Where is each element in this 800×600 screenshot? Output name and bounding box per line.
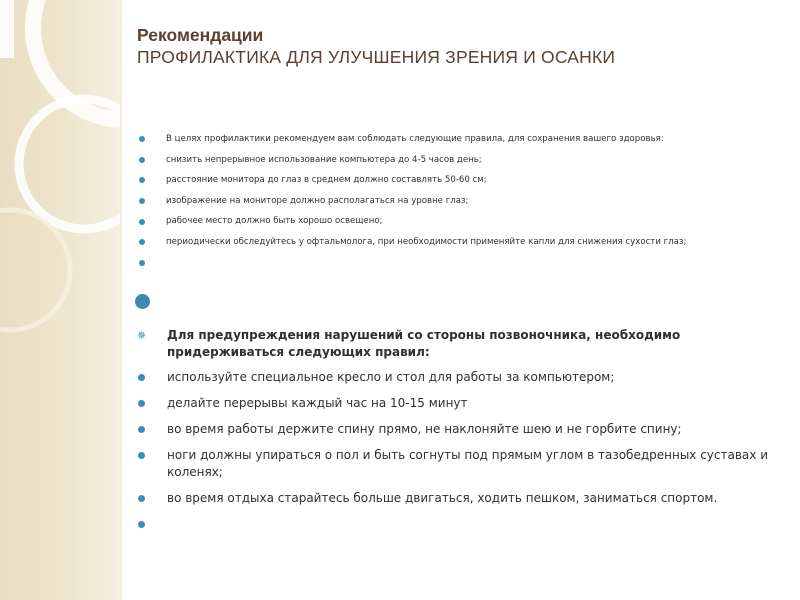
bullet-icon [138, 400, 145, 407]
list-item-text: снизить непрерывное использование компьютера до 4-5 часов день; [166, 154, 482, 165]
bullet-icon [139, 260, 145, 266]
list-item [137, 395, 777, 412]
list-item-text: используйте специальное кресло и стол для работы за компьютером; [167, 370, 615, 384]
decorative-sidebar [0, 0, 120, 600]
list-item [138, 150, 778, 171]
decorative-rings-graphic [0, 0, 120, 600]
list-item [137, 490, 777, 507]
list-item-text: во время отдыха старайтесь больше двигаться, ходить пешком, заниматься спортом. [167, 491, 718, 505]
sidebar-divider [120, 0, 122, 600]
list-item-text: во время работы держите спину прямо, не наклоняйте шею и не горбите спину; [167, 422, 682, 436]
list-item [137, 421, 777, 438]
bullet-icon [139, 239, 145, 245]
large-bullet-icon [135, 294, 150, 309]
vision-recommendations-list [138, 129, 778, 273]
list-item [138, 211, 778, 232]
header [137, 24, 615, 68]
bullet-icon [139, 136, 145, 142]
posture-heading [137, 327, 777, 361]
bullet-icon [139, 219, 145, 225]
bullet-icon [138, 452, 145, 459]
list-item-text: В целях профилактики рекомендуем вам соблюдать следующие правила, для сохранения вашего здоровья: [166, 134, 664, 144]
bullet-icon [139, 198, 145, 204]
bullet-icon [138, 426, 145, 433]
star-bullet-icon: ✵ [137, 329, 147, 342]
bullet-icon [139, 157, 145, 163]
bullet-icon [138, 495, 145, 502]
bullet-icon [138, 521, 145, 528]
list-item [138, 232, 778, 253]
bullet-icon [139, 177, 145, 183]
page-subtitle: ПРОФИЛАКТИКА ДЛЯ УЛУЧШЕНИЯ ЗРЕНИЯ И ОСАНКИ [137, 47, 616, 67]
page-title: Рекомендации [137, 25, 264, 45]
list-item-text: рабочее место должно быть хорошо освещено; [166, 216, 383, 227]
list-item-text: делайте перерывы каждый час на 10-15 минут [167, 396, 468, 410]
list-item-text: ноги должны упираться о пол и быть согнуты под прямым углом в тазобедренных суставах и коленях; [167, 448, 768, 479]
list-item-text: периодически обследуйтесь у офтальмолога, при необходимости применяйте капли для снижения сухости глаз; [166, 236, 687, 247]
posture-heading-text: Для предупреждения нарушений со стороны позвоночника, необходимо придерживаться следующих правил: [167, 328, 681, 359]
list-item [138, 170, 778, 191]
list-item-empty [138, 253, 778, 274]
list-item-text: изображение на мониторе должно располагаться на уровне глаз; [166, 195, 469, 206]
list-item [138, 129, 778, 150]
list-item [137, 369, 777, 386]
list-item-text: расстояние монитора до глаз в среднем должно составлять 50-60 см; [166, 175, 487, 186]
list-item [137, 447, 777, 481]
bullet-icon [138, 374, 145, 381]
list-item [138, 191, 778, 212]
posture-recommendations-list [137, 327, 777, 516]
